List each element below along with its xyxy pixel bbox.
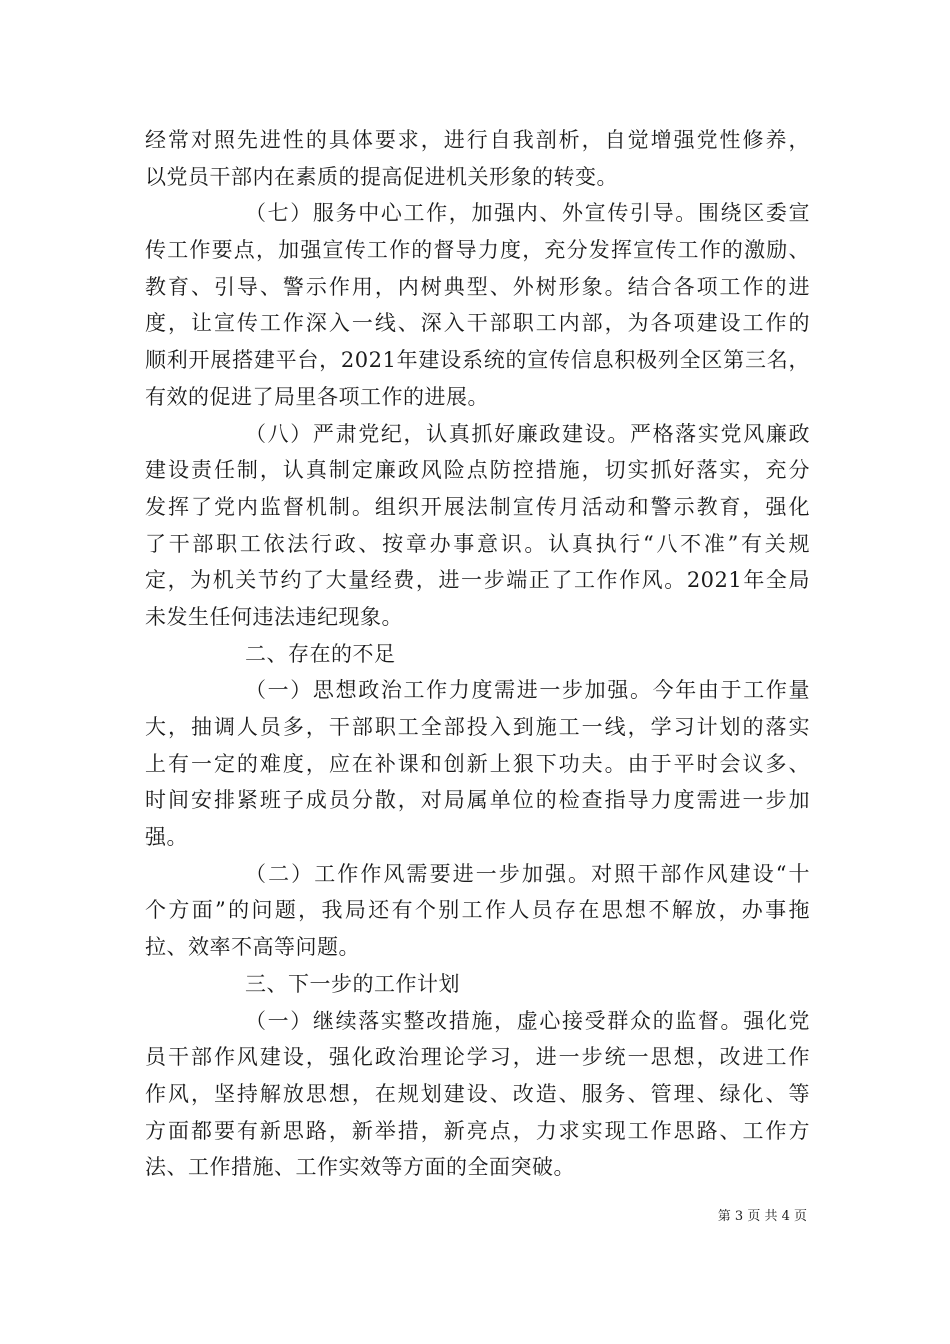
text-line: 建设责任制，认真制定廉政风险点防控措施，切实抓好落实，充分 [145,458,810,483]
text-line: 拉、效率不高等问题。 [145,935,360,960]
text-line: 度，让宣传工作深入一线、深入干部职工内部，为各项建设工作的 [145,311,810,336]
document-body [145,122,810,1186]
paragraph-start: （一）思想政治工作力度需进一步加强。今年由于工作量 [245,678,810,703]
text-line: 顺利开展搭建平台，2021年建设系统的宣传信息积极列全区第三名， [145,348,810,373]
text-line: 了干部职工依法行政、按章办事意识。认真执行“八不准”有关规 [145,531,810,556]
text-line: 方面都要有新思路，新举措，新亮点，力求实现工作思路、工作方 [145,1118,810,1143]
text-line: 发挥了党内监督机制。组织开展法制宣传月活动和警示教育，强化 [145,494,810,519]
paragraph-start: （八）严肃党纪，认真抓好廉政建设。严格落实党风廉政 [245,421,810,446]
page-number: 第 3 页 共 4 页 [717,1209,807,1224]
text-line: 法、工作措施、工作实效等方面的全面突破。 [145,1155,575,1180]
text-line: 时间安排紧班子成员分散，对局属单位的检查指导力度需进一步加 [145,788,810,813]
paragraph-start: （一）继续落实整改措施，虚心接受群众的监督。强化党 [245,1008,810,1033]
text-line: 上有一定的难度，应在补课和创新上狠下功夫。由于平时会议多、 [145,751,810,776]
paragraph-start: （七）服务中心工作，加强内、外宣传引导。围绕区委宣 [245,201,810,226]
paragraph-start: （二）工作作风需要进一步加强。对照干部作风建设“十 [245,861,810,886]
text-line: 未发生任何违法违纪现象。 [145,604,403,629]
text-line: 有效的促进了局里各项工作的进展。 [145,384,489,409]
text-line: 定，为机关节约了大量经费，进一步端正了工作作风。2021年全局 [145,568,810,593]
text-line: 经常对照先进性的具体要求，进行自我剖析，自觉增强党性修养， [145,128,810,152]
text-line: 传工作要点，加强宣传工作的督导力度，充分发挥宣传工作的激励、 [145,238,810,263]
section-heading: 三、下一步的工作计划 [245,971,460,996]
text-line: 个方面”的问题，我局还有个别工作人员存在思想不解放，办事拖 [145,898,810,923]
text-line: 作风，坚持解放思想，在规划建设、改造、服务、管理、绿化、等 [145,1081,810,1106]
text-line: 教育、引导、警示作用，内树典型、外树形象。结合各项工作的进 [145,274,810,299]
text-line: 员干部作风建设，强化政治理论学习，进一步统一思想，改进工作 [145,1045,810,1070]
text-line: 以党员干部内在素质的提高促进机关形象的转变。 [145,164,618,189]
section-heading: 二、存在的不足 [245,641,396,666]
text-line: 强。 [145,825,188,850]
text-line: 大，抽调人员多，干部职工全部投入到施工一线，学习计划的落实 [145,715,810,739]
